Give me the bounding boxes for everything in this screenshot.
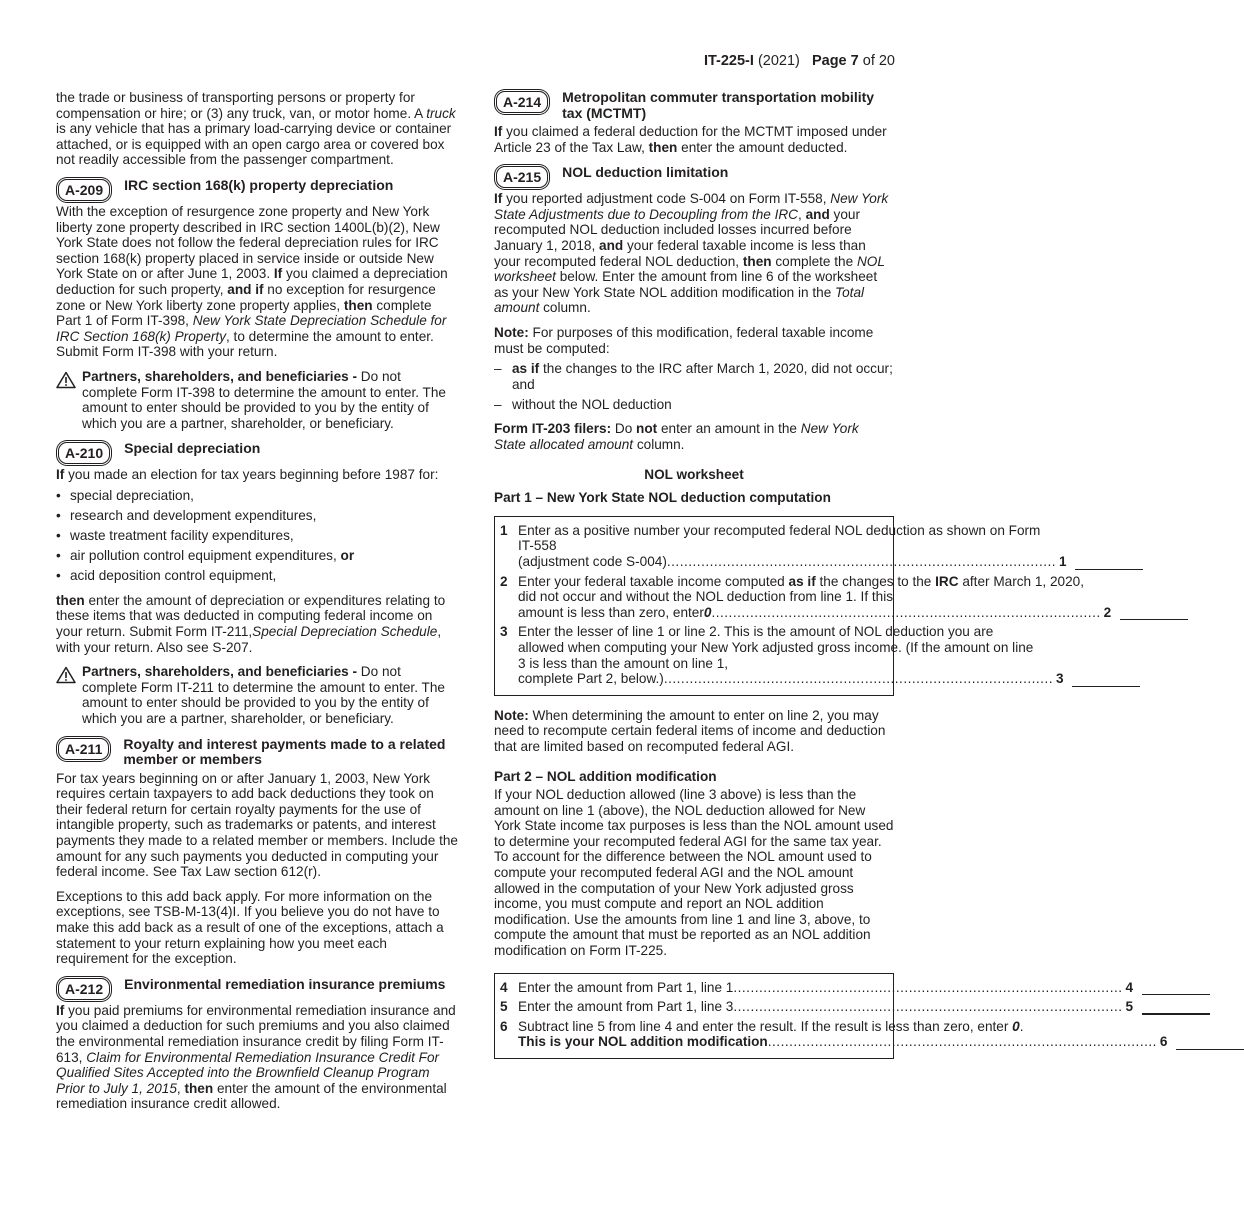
section-a215-body: If you reported adjustment code S-004 on Form IT-558, New York State Adjustments due to Decoupling from the IRC, and your recomputed NOL deduction included losses incurred before January 1, 2018, and your federal taxable income is less than your recomputed federal NOL deduction, then complete the NOL worksheet below. Enter the amount from line 6 of the worksheet as your New York State NOL addition modification in the Total amount column. bbox=[494, 191, 889, 316]
list-item: • research and development expenditures, bbox=[56, 508, 458, 524]
section-title-a209: IRC section 168(k) property depreciation bbox=[124, 176, 394, 193]
code-badge-a210: A-210 bbox=[58, 442, 110, 464]
warning-note-a209: Partners, shareholders, and beneficiaries - Do not complete Form IT-398 to determine the amount to enter. The amount to enter should be provided to you by the entity of which you are a partner, shareholder, or beneficiary. bbox=[56, 369, 458, 431]
section-a211-p2: Exceptions to this add back apply. For more information on the exceptions, see TSB-M-13(4)I. If you believe you do not have to make this add back as a result of one of the exceptions, attach a statement to your return explaining how you meet each requirement for the exception. bbox=[56, 888, 444, 967]
bullet-list-a210 bbox=[56, 488, 458, 584]
section-title-a211: Royalty and interest payments made to a related member or members bbox=[123, 735, 446, 768]
code-badge-a211: A-211 bbox=[58, 738, 109, 760]
list-item: • acid deposition control equipment, bbox=[56, 568, 458, 584]
page-label: Page 7 bbox=[811, 53, 859, 69]
warning-note-a210: Partners, shareholders, and beneficiaries - Do not complete Form IT-211 to determine the amount to enter. The amount to enter should be provided to you by the entity of which you are a partner, shareholder, or beneficiary. bbox=[56, 664, 458, 726]
section-title-a214: Metropolitan commuter transportation mobility tax (MCTMT) bbox=[562, 89, 875, 121]
warning-icon bbox=[56, 371, 76, 389]
list-item: – without the NOL deduction bbox=[494, 397, 894, 413]
code-badge-a215: A-215 bbox=[496, 166, 548, 188]
list-item: • air pollution control equipment expenditures, or bbox=[56, 548, 458, 564]
section-a210-heading bbox=[56, 441, 458, 464]
section-a215-heading bbox=[494, 165, 894, 188]
section-a211-heading bbox=[56, 737, 458, 768]
worksheet-note: Note: When determining the amount to enter on line 2, you may need to recompute certain federal items of income and deduction that are limited based on recomputed federal AGI. bbox=[494, 707, 886, 754]
line-5-amount-field[interactable] bbox=[1142, 1002, 1210, 1015]
worksheet-title: NOL worksheet bbox=[644, 466, 744, 482]
section-a212-heading bbox=[56, 977, 458, 1000]
right-column bbox=[494, 89, 1168, 1071]
list-item: – as if the changes to the IRC after March 1, 2020, did not occur; and bbox=[494, 361, 894, 392]
section-a215-filers: Form IT-203 filers: Do not enter an amount in the New York State allocated amount column. bbox=[494, 421, 859, 452]
intro-paragraph: the trade or business of transporting persons or property for compensation or hire; or (3) any truck, van, or motor home. A truck is any vehicle that has a primary load-carrying device or container attached, or is equipped with an open cargo area or covered box not readily accessible from the passenger compartment. bbox=[56, 90, 456, 168]
section-a210-then: then enter the amount of depreciation or expenditures relating to these items that was deducted in computing federal income on your return. Submit Form IT-211,Special Depreciation Schedule, with your return. Also see S-207. bbox=[56, 592, 446, 655]
worksheet-line-3: 3 Enter the lesser of line 1 or line 2. This is the amount of NOL deduction you are allowed when computing your New York adjusted gross income. (If the amount on line 3 is less than the amount on line 1, complete Part 2, below.) ........................................................................................... 3 bbox=[500, 624, 888, 686]
section-a215-note: Note: For purposes of this modification, federal taxable income must be computed: bbox=[494, 324, 874, 356]
code-badge-a209: A-209 bbox=[58, 179, 110, 201]
worksheet-part1-title: Part 1 – New York State NOL deduction computation bbox=[494, 490, 831, 506]
left-column bbox=[56, 90, 458, 1121]
section-title-a215: NOL deduction limitation bbox=[562, 164, 729, 181]
section-a209-heading bbox=[56, 178, 458, 201]
worksheet-line-5: 5 Enter the amount from Part 1, line 3 ........................................................................................... 5 bbox=[500, 999, 888, 1015]
section-a211-p1: For tax years beginning on or after January 1, 2003, New York requires certain taxpayers to add back deductions they took on their federal return for certain royalty payments for the use of intangible property, such as trademarks or patents, and interest payments they made to a related member or members. Include the amount for any such payments you deducted in computing your federal income. See Tax Law section 612(r). bbox=[56, 770, 458, 880]
list-item: • special depreciation, bbox=[56, 488, 458, 504]
page-header bbox=[704, 54, 895, 70]
worksheet-line-6: 6 Subtract line 5 from line 4 and enter the result. If the result is less than zero, enter 0. This is your NOL addition modification ........................................................................................... 6 bbox=[500, 1019, 888, 1050]
form-year: (2021) bbox=[757, 53, 800, 69]
dash-list-a215 bbox=[494, 361, 894, 412]
worksheet-part1-box bbox=[494, 516, 1112, 696]
section-a209-body: With the exception of resurgence zone property and New York liberty zone property described in IRC section 1400L(b)(2), New York State does not follow the federal depreciation rules for IRC section 168(k) property placed in service inside or outside New York State on or after June 1, 2003. If you claimed a depreciation deduction for such property, and if no exception for resurgence zone or New York liberty zone property applies, then complete Part 1 of Form IT-398, New York State Depreciation Schedule for IRC Section 168(k) Property, to determine the amount to enter. Submit Form IT-398 with your return. bbox=[56, 203, 448, 360]
line-3-amount-field[interactable] bbox=[1072, 674, 1140, 687]
worksheet-line-2: 2 Enter your federal taxable income computed as if the changes to the IRC after March 1, 2020, did not occur and without the NOL deduction from line 1. If this amount is less than zero, enter 0 ........................................................................................... 2 bbox=[500, 574, 888, 621]
section-a210-lead: If you made an election for tax years beginning before 1987 for: bbox=[56, 467, 439, 483]
worksheet-line-1: 1 Enter as a positive number your recomputed federal NOL deduction as shown on Form IT-558 (adjustment code S-004) ........................................................................................... 1 bbox=[500, 523, 888, 570]
line-4-amount-field[interactable] bbox=[1142, 982, 1210, 995]
section-a214-heading bbox=[494, 90, 894, 121]
section-a212-body: If you paid premiums for environmental remediation insurance and you claimed a deduction for such premiums and you also claimed the environmental remediation insurance credit by filing Form IT-613, Claim for Environmental Remediation Insurance Credit For Qualified Sites Accepted into the Brownfield Cleanup Program Prior to July 1, 2015, then enter the amount of the environmental remediation insurance credit allowed. bbox=[56, 1002, 456, 1112]
worksheet-part2-box bbox=[494, 973, 1168, 1059]
line-2-amount-field[interactable] bbox=[1120, 607, 1188, 620]
line-6-amount-field[interactable] bbox=[1176, 1037, 1244, 1050]
code-badge-a212: A-212 bbox=[58, 978, 110, 1000]
section-title-a212: Environmental remediation insurance premiums bbox=[124, 975, 446, 992]
warning-icon bbox=[56, 666, 76, 684]
line-1-amount-field[interactable] bbox=[1075, 557, 1143, 570]
form-number: IT-225-I bbox=[703, 53, 754, 69]
worksheet-part2-text: If your NOL deduction allowed (line 3 above) is less than the amount on line 1 (above), the NOL deduction allowed for New York State income tax purposes is less than the NOL amount used to determine your recomputed federal AGI for the same tax year. To account for the difference between the NOL amount used to compute your recomputed federal AGI and the NOL amount allowed in the computation of your New York adjusted gross income, you must compute and report an NOL addition modification. Use the amounts from line 1 and line 3, above, to compute the amount that must be reported as an NOL addition modification on Form IT-225. bbox=[494, 787, 894, 959]
list-item: • waste treatment facility expenditures, bbox=[56, 528, 458, 544]
section-title-a210: Special depreciation bbox=[124, 440, 261, 457]
worksheet-part2-title: Part 2 – NOL addition modification bbox=[494, 768, 717, 784]
page-of: of 20 bbox=[862, 53, 895, 69]
worksheet-line-4: 4 Enter the amount from Part 1, line 1 ........................................................................................... 4 bbox=[500, 980, 888, 996]
section-a214-body: If you claimed a federal deduction for the MCTMT imposed under Article 23 of the Tax Law, then enter the amount deducted. bbox=[494, 124, 887, 155]
code-badge-a214: A-214 bbox=[496, 91, 548, 113]
